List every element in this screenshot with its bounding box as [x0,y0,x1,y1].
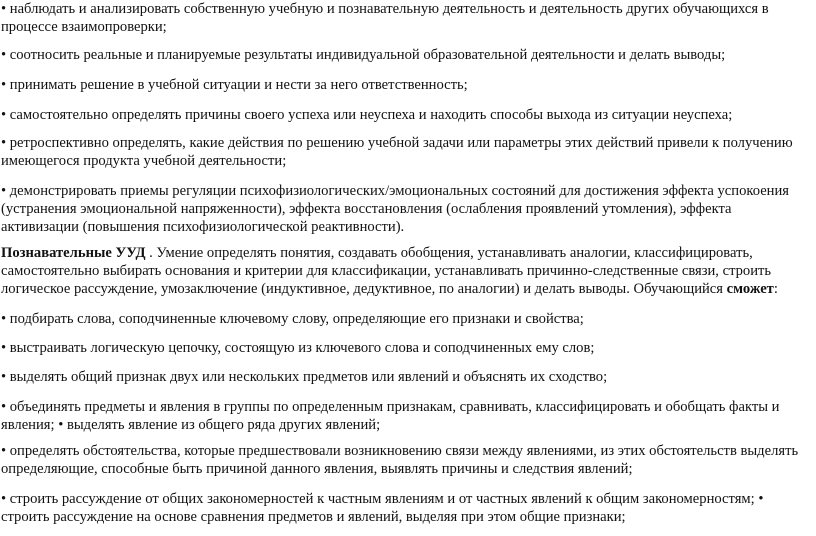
list-item: • подбирать слова, соподчиненные ключевому слову, определяющие его признаки и свойства; [1,311,584,327]
paragraph-correlate: • соотносить реальные и планируемые результаты индивидуальной образовательной деятельности и делать выводы; [1,47,726,63]
cognitive-emphasis: сможет [726,281,774,297]
paragraph-causes: • самостоятельно определять причины своего успеха или неуспеха и находить способы выхода из ситуации неуспеха; [1,107,733,123]
paragraph-cognitive [1,244,812,298]
paragraph-observe: • наблюдать и анализировать собственную учебную и познавательную деятельность и деятельность других обучающихся в процессе взаимопроверки; [1,1,769,35]
cognitive-text: . Умение определять понятия, создавать обобщения, устанавливать аналогии, классифицировать, самостоятельно выбирать основания и критерии для классификации, устанавливать причинно-следственные связи, строить логическое рассуждение, умозаключение (индуктивное, дедуктивное, по аналогии) и делать выводы. Обучающийся [1,245,772,297]
list-item: • определять обстоятельства, которые предшествовали возникновению связи между явлениями, из этих обстоятельств выделять определяющие, способные быть причиной данного явления, выявлять причины и следствия явлений; [1,443,799,477]
list-item: • объединять предметы и явления в группы по определенным признакам, сравнивать, классифицировать и обобщать факты и явления; • выделять явление из общего ряда других явлений; [1,399,780,433]
list-item: • выстраивать логическую цепочку, состоящую из ключевого слова и соподчиненных ему слов; [1,340,595,356]
list-item: • выделять общий признак двух или нескольких предметов или явлений и объяснять их сходство; [1,369,608,385]
paragraph-decision: • принимать решение в учебной ситуации и нести за него ответственность; [1,77,468,93]
cognitive-text-end: : [773,281,778,297]
paragraph-regulation: • демонстрировать приемы регуляции психофизиологических/эмоциональных состояний для достижения эффекта успокоения (устранения эмоциональной напряженности), эффекта восстановления (ослабления проявлений утомления), эффекта активизации (повышения психофизиологической реактивности). [1,183,790,235]
paragraph-retrospective: • ретроспективно определять, какие действия по решению учебной задачи или параметры этих действий привели к получению имеющегося продукта учебной деятельности; [1,135,793,169]
cognitive-heading: Познавательные УУД [1,245,146,261]
list-item: • строить рассуждение от общих закономерностей к частным явлениям и от частных явлений к общим закономерностям; • строить рассуждение на основе сравнения предметов и явлений, выделяя при этом общие признаки; [1,491,764,525]
